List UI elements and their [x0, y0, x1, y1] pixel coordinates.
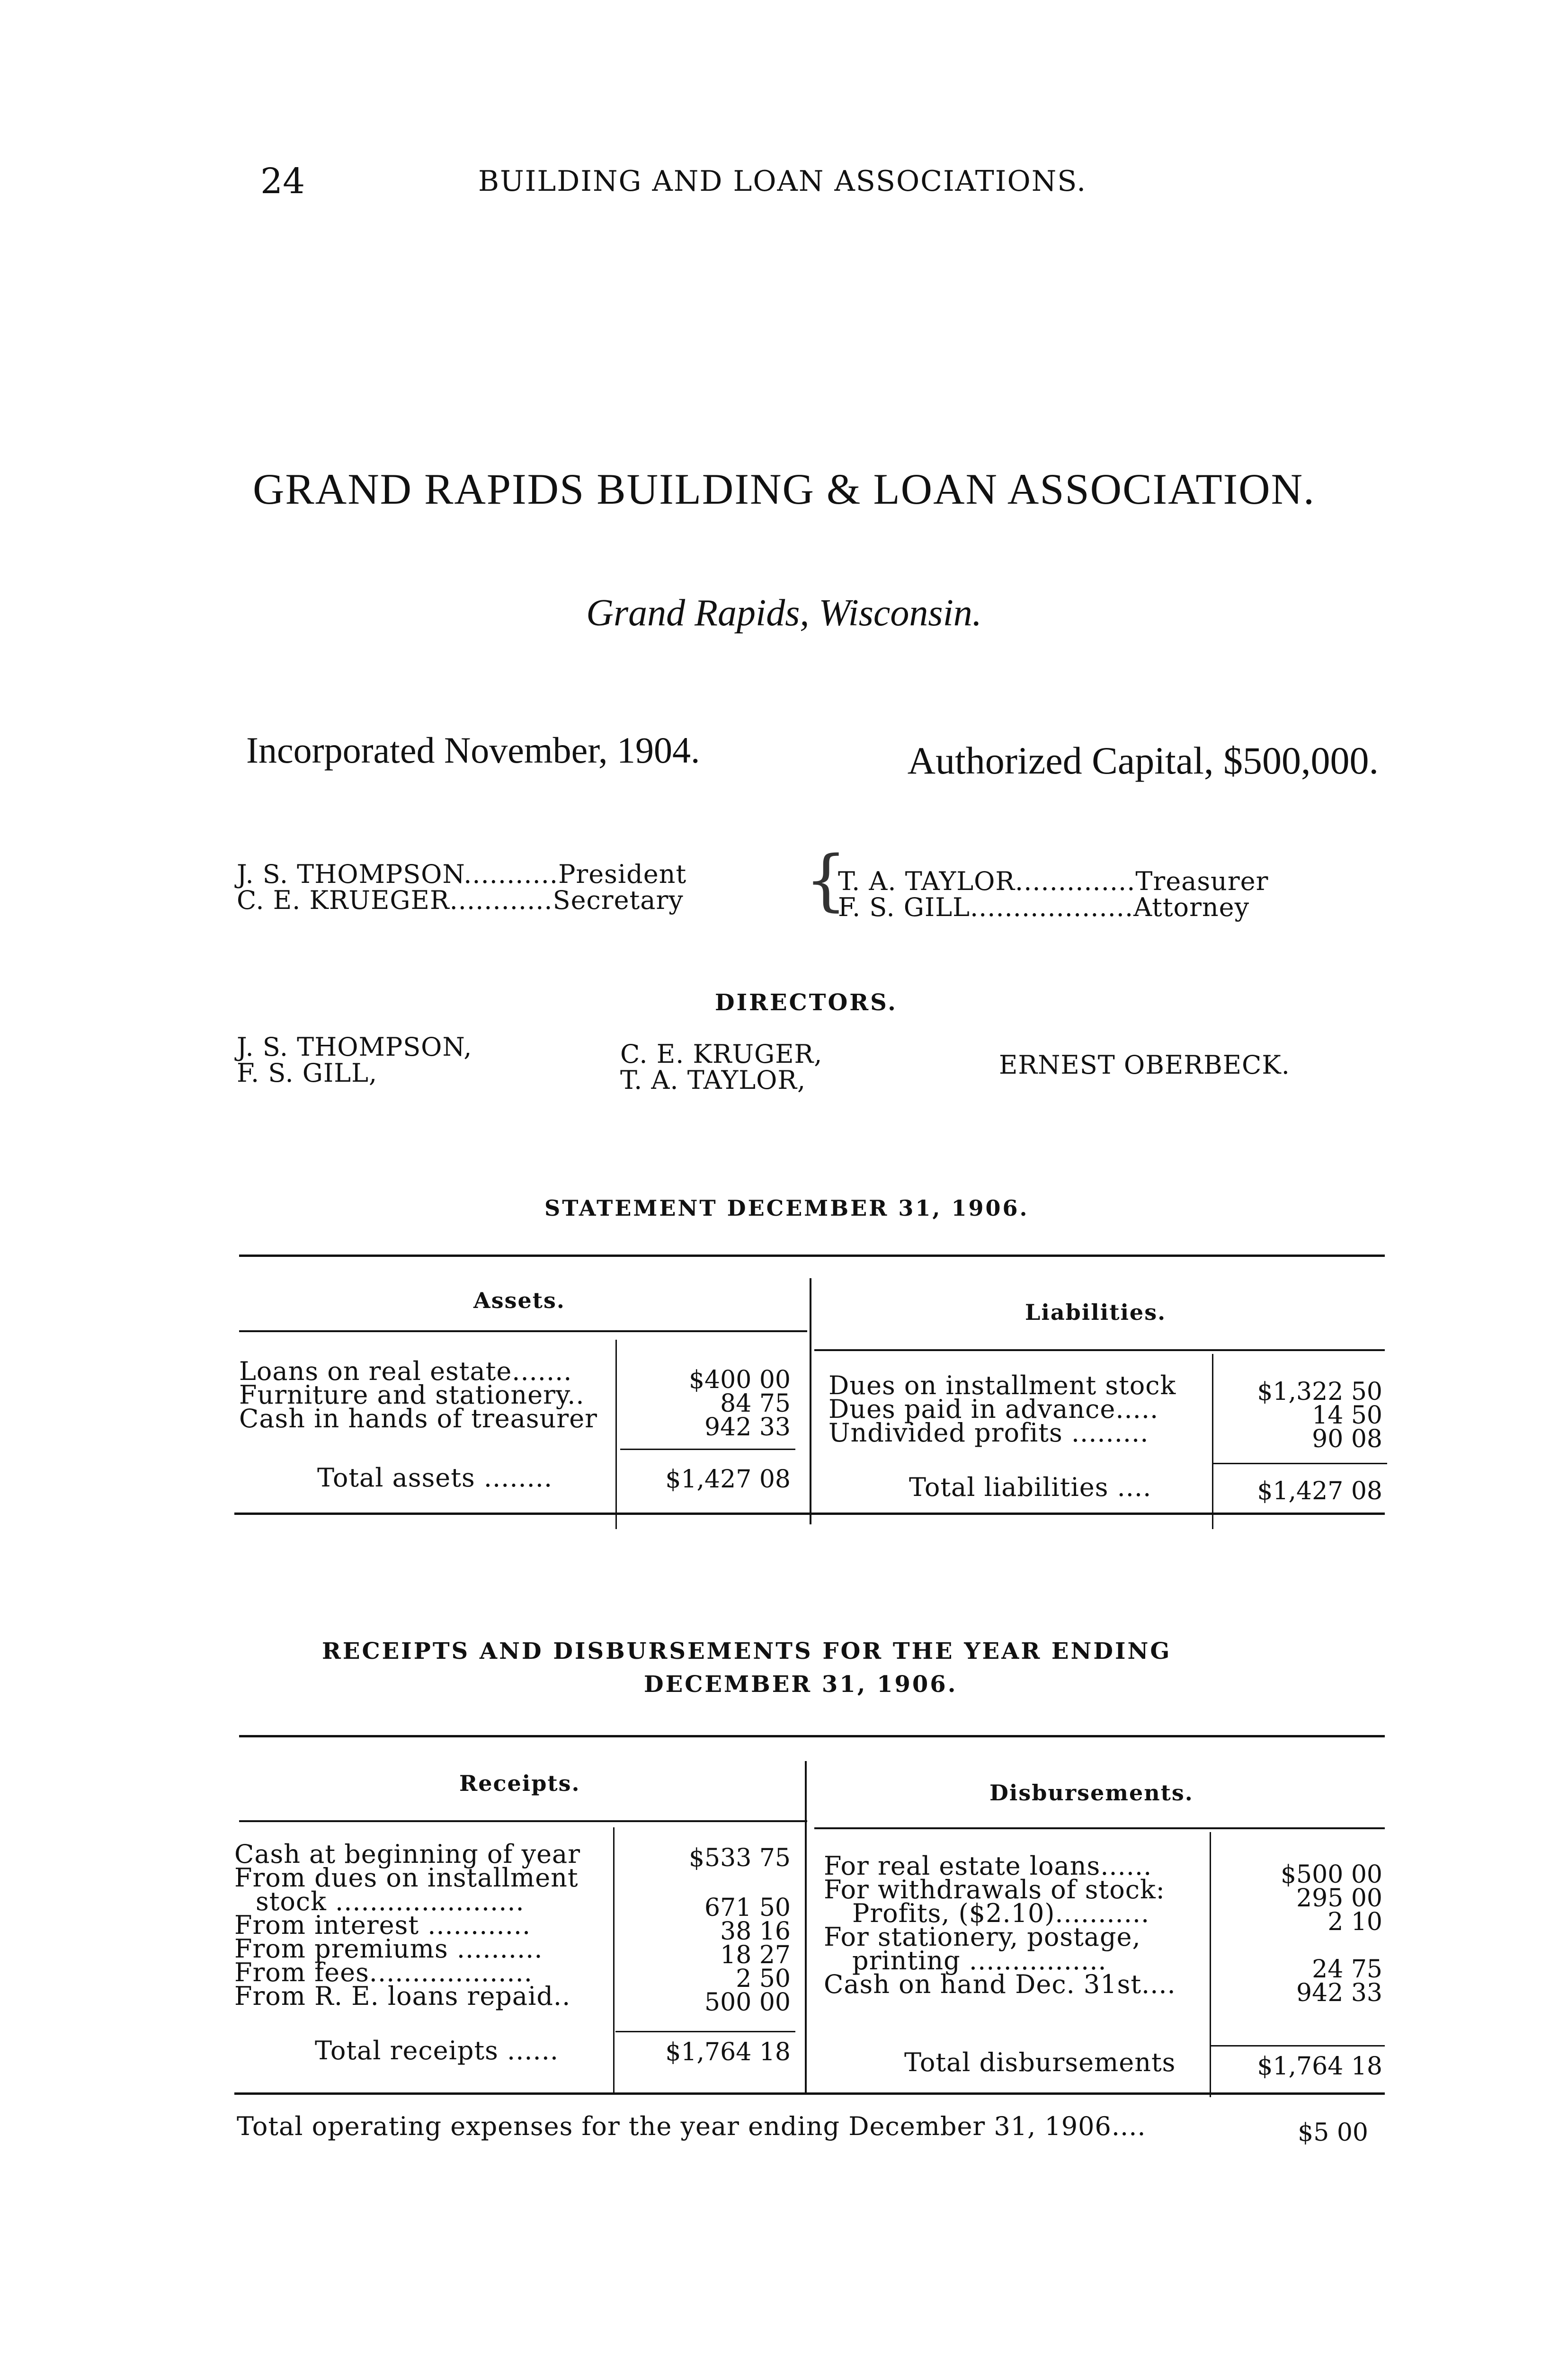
- director-name: F. S. GILL,: [237, 1058, 378, 1088]
- liabilities-sum-rule: [1212, 1463, 1387, 1464]
- operating-expenses-label: Total operating expenses for the year ending December 31, 1906....: [237, 2111, 1146, 2141]
- assets-heading-rule: [239, 1330, 807, 1332]
- page-number: 24: [260, 161, 305, 202]
- operating-expenses-amount: $5 00: [1298, 2118, 1368, 2147]
- receipt-label: From dues on installment: [234, 1863, 579, 1893]
- statement-center-divider: [810, 1278, 811, 1524]
- asset-amount: $400 00: [688, 1366, 791, 1394]
- receipt-label: From premiums ..........: [234, 1934, 543, 1964]
- total-receipts-label: Total receipts ......: [315, 2036, 559, 2065]
- disbursement-label: Cash on hand Dec. 31st....: [824, 1969, 1176, 1999]
- disbursement-amount: 2 10: [1327, 1908, 1382, 1936]
- liability-amount: 14 50: [1312, 1401, 1382, 1430]
- asset-amount: 84 75: [720, 1389, 791, 1418]
- disbursements-col-heading: Disbursements.: [989, 1780, 1194, 1806]
- receipts-heading-rule: [239, 1820, 807, 1822]
- total-disbursements-amount: $1,764 18: [1257, 2052, 1382, 2081]
- receipt-label: From R. E. loans repaid..: [234, 1981, 571, 2011]
- assets-heading: Assets.: [473, 1288, 565, 1313]
- total-receipts-amount: $1,764 18: [665, 2038, 791, 2066]
- receipts-sum-rule: [615, 2031, 795, 2032]
- statement-bottom-rule: [234, 1513, 1385, 1515]
- receipt-label: From fees...................: [234, 1958, 533, 1987]
- directors-heading: DIRECTORS.: [715, 989, 898, 1016]
- disbursements-sum-rule: [1210, 2045, 1385, 2047]
- asset-label: Furniture and stationery..: [239, 1380, 585, 1410]
- director-name: C. E. KRUGER,: [620, 1039, 823, 1069]
- disbursement-amount: $500 00: [1280, 1860, 1382, 1889]
- total-liabilities-amount: $1,427 08: [1257, 1477, 1382, 1505]
- liability-label: Dues paid in advance.....: [829, 1394, 1159, 1424]
- receipt-label: Cash at beginning of year: [234, 1839, 581, 1869]
- liabilities-heading: Liabilities.: [1025, 1299, 1167, 1325]
- association-location: Grand Rapids, Wisconsin.: [586, 592, 982, 634]
- liability-amount: 90 08: [1312, 1425, 1382, 1453]
- asset-label: Loans on real estate.......: [239, 1356, 572, 1386]
- disbursement-label: For stationery, postage,: [824, 1922, 1141, 1952]
- receipts-col-heading: Receipts.: [459, 1771, 580, 1796]
- receipts-value-divider: [613, 1827, 615, 2092]
- assets-sum-rule: [620, 1449, 795, 1450]
- running-header: [246, 161, 1458, 208]
- disbursements-value-divider: [1210, 1832, 1211, 2097]
- disbursement-label: printing ................: [852, 1946, 1107, 1975]
- receipt-label: stock ......................: [256, 1886, 525, 1916]
- total-disbursements-label: Total disbursements: [904, 2047, 1176, 2077]
- disbursement-label: For real estate loans......: [824, 1851, 1152, 1881]
- asset-label: Cash in hands of treasurer: [239, 1404, 597, 1433]
- receipts-heading-line2: DECEMBER 31, 1906.: [644, 1671, 958, 1698]
- authorized-capital: Authorized Capital, $500,000.: [907, 739, 1379, 782]
- asset-amount: 942 33: [704, 1413, 791, 1442]
- receipt-amount: $533 75: [688, 1844, 791, 1872]
- receipt-amount: 18 27: [720, 1941, 791, 1969]
- receipts-top-rule: [239, 1735, 1385, 1737]
- receipt-amount: 2 50: [736, 1965, 791, 1993]
- total-assets-amount: $1,427 08: [665, 1465, 791, 1494]
- receipts-bottom-rule: [234, 2092, 1385, 2095]
- liability-label: Dues on installment stock: [829, 1370, 1176, 1400]
- officer-treasurer: T. A. TAYLOR..............Treasurer: [838, 866, 1269, 896]
- total-liabilities-label: Total liabilities ....: [909, 1472, 1152, 1502]
- director-name: ERNEST OBERBECK.: [999, 1050, 1290, 1080]
- receipt-amount: 500 00: [704, 1988, 791, 2017]
- statement-heading: STATEMENT DECEMBER 31, 1906.: [544, 1195, 1029, 1221]
- disbursements-heading-rule: [814, 1827, 1385, 1829]
- liabilities-value-divider: [1212, 1354, 1213, 1529]
- receipt-label: From interest ............: [234, 1910, 531, 1940]
- disbursement-amount: 295 00: [1296, 1884, 1382, 1913]
- receipt-amount: 671 50: [704, 1894, 791, 1922]
- receipts-center-divider: [805, 1761, 807, 2092]
- liability-amount: $1,322 50: [1257, 1378, 1382, 1406]
- director-name: J. S. THOMPSON,: [237, 1032, 472, 1062]
- receipt-amount: 38 16: [720, 1917, 791, 1946]
- liability-label: Undivided profits .........: [829, 1418, 1149, 1448]
- association-name: GRAND RAPIDS BUILDING & LOAN ASSOCIATION.: [252, 465, 1316, 513]
- total-assets-label: Total assets ........: [317, 1463, 553, 1493]
- disbursement-label: For withdrawals of stock:: [824, 1875, 1165, 1904]
- officer-president: J. S. THOMPSON...........President: [237, 859, 687, 889]
- disbursement-label: Profits, ($2.10)...........: [852, 1898, 1150, 1928]
- assets-value-divider: [615, 1340, 617, 1529]
- officer-secretary: C. E. KRUEGER............Secretary: [237, 885, 684, 915]
- liabilities-heading-rule: [814, 1349, 1385, 1351]
- incorporated-date: Incorporated November, 1904.: [246, 730, 700, 771]
- statement-top-rule: [239, 1255, 1385, 1257]
- officer-attorney: F. S. GILL...................Attorney: [838, 892, 1250, 922]
- disbursement-amount: 24 75: [1312, 1955, 1382, 1984]
- officers-brace: {: [805, 842, 847, 919]
- disbursement-amount: 942 33: [1296, 1979, 1382, 2007]
- running-title: BUILDING AND LOAN ASSOCIATIONS.: [478, 165, 1087, 198]
- director-name: T. A. TAYLOR,: [620, 1065, 806, 1095]
- receipts-heading-line1: RECEIPTS AND DISBURSEMENTS FOR THE YEAR ENDING: [322, 1638, 1172, 1664]
